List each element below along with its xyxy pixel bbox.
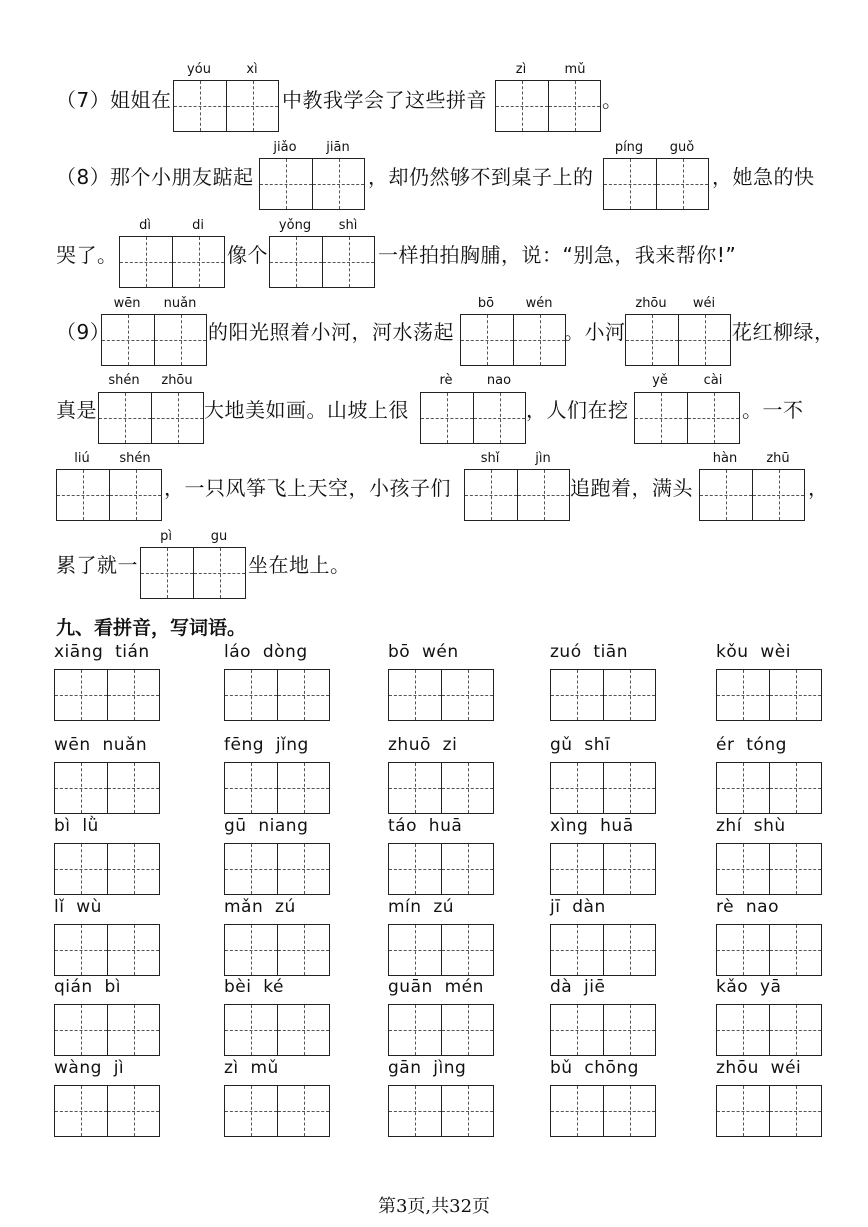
word-pinyin: qián bì: [54, 977, 122, 997]
word-pinyin: wēn nuǎn: [54, 735, 148, 755]
writing-box[interactable]: [460, 314, 566, 366]
pinyin: cài: [703, 373, 723, 388]
pinyin: shì: [338, 218, 358, 233]
writing-box[interactable]: [625, 314, 731, 366]
q9-text-9: 追跑着，满头: [570, 476, 693, 500]
pinyin: dì: [139, 218, 151, 233]
pinyin: di: [192, 218, 204, 233]
q8-text-6: 一样拍拍胸脯，说：“别急，我来帮你!”: [378, 243, 737, 267]
writing-box[interactable]: [98, 392, 204, 444]
word-writing-box[interactable]: [550, 1085, 656, 1137]
word-writing-box[interactable]: [224, 1004, 330, 1056]
pinyin: jiǎo: [273, 140, 297, 155]
word-writing-box[interactable]: [54, 669, 160, 721]
word-writing-box[interactable]: [388, 1085, 494, 1137]
pinyin: shén: [119, 451, 151, 466]
word-writing-box[interactable]: [716, 1085, 822, 1137]
writing-box[interactable]: [420, 392, 526, 444]
pinyin: wén: [525, 296, 553, 311]
word-writing-box[interactable]: [716, 669, 822, 721]
q8-text-2: ，却仍然够不到桌子上的: [368, 165, 594, 189]
pinyin: gu: [210, 529, 228, 544]
section-title: 九、看拼音，写词语。: [56, 617, 247, 639]
word-writing-box[interactable]: [224, 1085, 330, 1137]
q9-text-7: 。一不: [742, 398, 804, 422]
q8-text-3: ，她急的快: [712, 165, 815, 189]
word-pinyin: xiāng tián: [54, 642, 150, 662]
q8-text-5: 像个: [227, 243, 268, 267]
writing-box[interactable]: [119, 236, 225, 288]
q8-label: （8）: [56, 165, 111, 189]
word-writing-box[interactable]: [224, 924, 330, 976]
word-pinyin: gū niang: [224, 816, 309, 836]
writing-box[interactable]: [56, 469, 162, 521]
word-writing-box[interactable]: [224, 762, 330, 814]
q7-text-3: 。: [602, 88, 623, 112]
word-pinyin: gǔ shī: [550, 735, 611, 755]
word-writing-box[interactable]: [388, 924, 494, 976]
word-pinyin: fēng jǐng: [224, 735, 309, 755]
word-writing-box[interactable]: [388, 843, 494, 895]
word-pinyin: lǐ wù: [54, 897, 102, 917]
word-pinyin: zhōu wéi: [716, 1058, 802, 1078]
writing-box[interactable]: [269, 236, 375, 288]
pinyin: bō: [477, 296, 495, 311]
word-pinyin: guān mén: [388, 977, 484, 997]
q8-text-4: 哭了。: [56, 243, 118, 267]
pinyin: hàn: [712, 451, 738, 466]
pinyin: wéi: [692, 296, 716, 311]
word-pinyin: xìng huā: [550, 816, 634, 836]
pinyin: nuǎn: [163, 296, 197, 311]
word-writing-box[interactable]: [54, 1004, 160, 1056]
pinyin: rè: [439, 373, 453, 388]
word-pinyin: dà jiē: [550, 977, 606, 997]
writing-box[interactable]: [464, 469, 570, 521]
word-pinyin: zì mǔ: [224, 1058, 279, 1078]
q9-text-12: 坐在地上。: [248, 553, 351, 577]
pinyin: yóu: [187, 62, 211, 77]
pinyin: zhū: [766, 451, 790, 466]
word-pinyin: kǎo yā: [716, 977, 782, 997]
q9-text-6: ，人们在挖: [526, 398, 629, 422]
word-writing-box[interactable]: [388, 1004, 494, 1056]
word-pinyin: bǔ chōng: [550, 1058, 639, 1078]
pinyin: yǒng: [278, 218, 312, 233]
writing-box[interactable]: [495, 80, 601, 132]
writing-box[interactable]: [101, 314, 207, 366]
word-writing-box[interactable]: [550, 669, 656, 721]
q9-text-11: 累了就一: [56, 553, 138, 577]
word-pinyin: bō wén: [388, 642, 459, 662]
pinyin: yě: [652, 373, 668, 388]
word-pinyin: táo huā: [388, 816, 463, 836]
word-writing-box[interactable]: [224, 669, 330, 721]
pinyin: nao: [486, 373, 512, 388]
writing-box[interactable]: [140, 547, 246, 599]
q9-text-2: 。小河: [564, 320, 626, 344]
writing-box[interactable]: [259, 158, 365, 210]
word-writing-box[interactable]: [550, 924, 656, 976]
pinyin: wēn: [113, 296, 141, 311]
q8-text-1: 那个小朋友踮起: [110, 165, 254, 189]
word-pinyin: wàng jì: [54, 1058, 125, 1078]
word-writing-box[interactable]: [54, 924, 160, 976]
word-writing-box[interactable]: [550, 1004, 656, 1056]
pinyin: mǔ: [564, 62, 586, 77]
q9-text-4: 真是: [56, 398, 97, 422]
writing-box[interactable]: [603, 158, 709, 210]
pinyin: zhōu: [161, 373, 193, 388]
word-writing-box[interactable]: [224, 843, 330, 895]
word-pinyin: mǎn zú: [224, 897, 296, 917]
pinyin: jìn: [535, 451, 551, 466]
q9-text-5: 大地美如画。山坡上很: [204, 398, 409, 422]
word-pinyin: gān jìng: [388, 1058, 467, 1078]
word-writing-box[interactable]: [54, 843, 160, 895]
word-writing-box[interactable]: [716, 843, 822, 895]
q9-text-1: 的阳光照着小河，河水荡起: [208, 320, 454, 344]
word-pinyin: zhí shù: [716, 816, 786, 836]
word-writing-box[interactable]: [550, 762, 656, 814]
word-writing-box[interactable]: [388, 669, 494, 721]
word-pinyin: bèi ké: [224, 977, 284, 997]
pinyin: zhōu: [635, 296, 667, 311]
q9-text-3: 花红柳绿，: [732, 320, 835, 344]
pinyin: pì: [160, 529, 172, 544]
pinyin: guǒ: [669, 140, 695, 155]
writing-box[interactable]: [634, 392, 740, 444]
q7-label: （7）: [56, 88, 111, 112]
word-pinyin: kǒu wèi: [716, 642, 791, 662]
word-writing-box[interactable]: [716, 924, 822, 976]
word-pinyin: mín zú: [388, 897, 455, 917]
word-writing-box[interactable]: [716, 1004, 822, 1056]
pinyin: jiān: [326, 140, 350, 155]
word-writing-box[interactable]: [388, 762, 494, 814]
pinyin: zì: [515, 62, 527, 77]
q9-label: （9）: [56, 320, 111, 344]
q7-text-2: 中教我学会了这些拼音: [282, 88, 487, 112]
word-writing-box[interactable]: [54, 762, 160, 814]
word-writing-box[interactable]: [550, 843, 656, 895]
pinyin: xì: [246, 62, 258, 77]
word-pinyin: zuó tiān: [550, 642, 628, 662]
pinyin: shǐ: [480, 451, 500, 466]
word-pinyin: bì lǜ: [54, 816, 99, 836]
word-writing-box[interactable]: [716, 762, 822, 814]
word-pinyin: zhuō zi: [388, 735, 458, 755]
q9-text-10: ，: [808, 476, 829, 500]
writing-box[interactable]: [173, 80, 279, 132]
pinyin: píng: [614, 140, 644, 155]
word-pinyin: rè nao: [716, 897, 779, 917]
q9-text-8: ，一只风筝飞上天空，小孩子们: [164, 476, 451, 500]
word-pinyin: láo dòng: [224, 642, 308, 662]
pinyin: shén: [108, 373, 140, 388]
q7-text-1: 姐姐在: [110, 88, 172, 112]
word-pinyin: jī dàn: [550, 897, 606, 917]
pinyin: liú: [74, 451, 90, 466]
word-pinyin: ér tóng: [716, 735, 787, 755]
writing-box[interactable]: [699, 469, 805, 521]
word-writing-box[interactable]: [54, 1085, 160, 1137]
page-number: 第3页,共32页: [377, 1196, 491, 1217]
